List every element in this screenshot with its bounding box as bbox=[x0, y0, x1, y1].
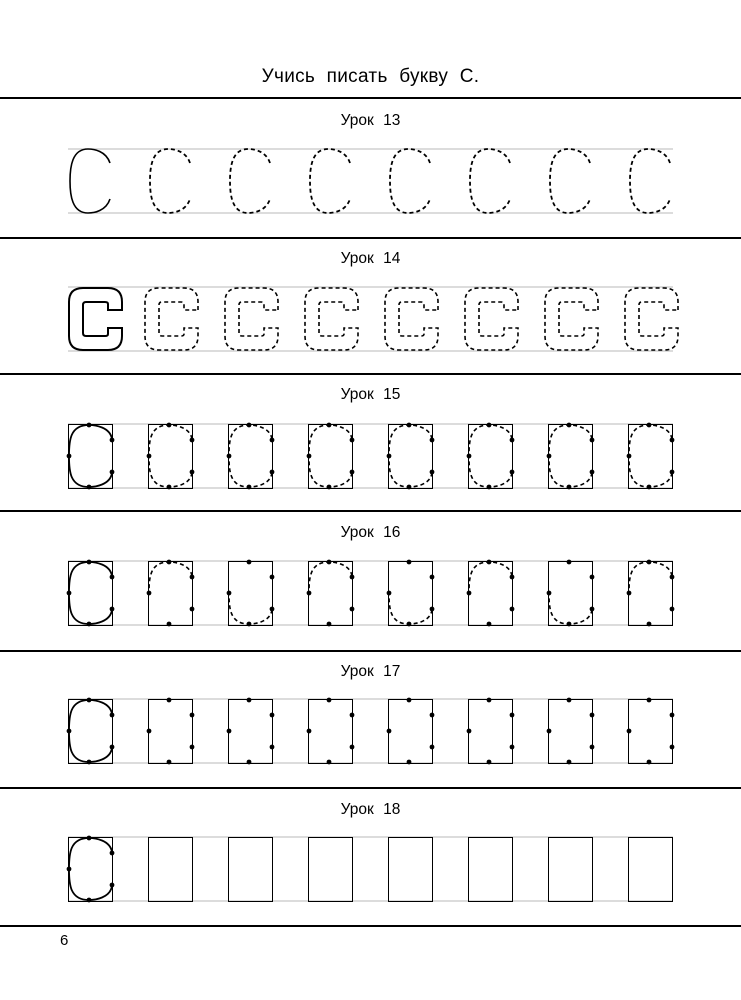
guide-dot bbox=[327, 560, 332, 565]
guide-dot bbox=[270, 607, 275, 612]
guide-dot bbox=[407, 423, 412, 428]
trace-letter bbox=[629, 562, 672, 624]
guide-dot bbox=[647, 698, 652, 703]
guide-dot bbox=[467, 729, 472, 734]
guide-dot bbox=[87, 898, 92, 903]
guide-dot bbox=[110, 883, 115, 888]
trace-letter bbox=[549, 562, 592, 624]
guide-dot bbox=[547, 454, 552, 459]
guide-dot bbox=[190, 745, 195, 750]
divider bbox=[0, 925, 741, 927]
letter-box bbox=[549, 838, 593, 902]
guide-dot bbox=[647, 622, 652, 627]
guide-dot bbox=[567, 698, 572, 703]
guide-dot bbox=[87, 560, 92, 565]
lesson-15-title: Урок 15 bbox=[340, 386, 401, 403]
guide-dot bbox=[487, 622, 492, 627]
guide-dot bbox=[510, 745, 515, 750]
guide-dot bbox=[307, 729, 312, 734]
guide-dot bbox=[487, 698, 492, 703]
guide-dot bbox=[510, 575, 515, 580]
guide-dot bbox=[247, 622, 252, 627]
sample-letter bbox=[69, 562, 112, 624]
guide-dot bbox=[467, 591, 472, 596]
letter-box bbox=[149, 562, 193, 626]
trace-letter bbox=[630, 149, 670, 213]
guide-dot bbox=[110, 575, 115, 580]
guide-dot bbox=[510, 713, 515, 718]
lesson-13-title: Урок 13 bbox=[340, 112, 401, 129]
trace-letter bbox=[469, 425, 512, 487]
guide-dot bbox=[350, 575, 355, 580]
guide-dot bbox=[327, 760, 332, 765]
lesson-14-title: Урок 14 bbox=[340, 250, 401, 267]
guide-dot bbox=[567, 560, 572, 565]
guide-dot bbox=[110, 851, 115, 856]
guide-dot bbox=[670, 607, 675, 612]
guide-dot bbox=[547, 729, 552, 734]
guide-dot bbox=[327, 698, 332, 703]
guide-dot bbox=[190, 470, 195, 475]
trace-letter bbox=[390, 149, 430, 213]
lesson-14-tracing-row bbox=[0, 278, 741, 363]
guide-dot bbox=[590, 713, 595, 718]
letter-box bbox=[549, 425, 593, 489]
letter-box bbox=[69, 838, 113, 902]
letter-box bbox=[629, 838, 673, 902]
guide-dot bbox=[110, 607, 115, 612]
letter-box bbox=[69, 562, 113, 626]
divider bbox=[0, 373, 741, 375]
lesson-17-title: Урок 17 bbox=[340, 663, 401, 680]
guide-dot bbox=[190, 713, 195, 718]
guide-dot bbox=[247, 760, 252, 765]
sample-letter bbox=[69, 288, 122, 350]
guide-dot bbox=[350, 470, 355, 475]
letter-box bbox=[389, 562, 433, 626]
guide-dot bbox=[407, 485, 412, 490]
guide-dot bbox=[167, 698, 172, 703]
guide-dot bbox=[87, 423, 92, 428]
guide-dot bbox=[350, 745, 355, 750]
guide-dot bbox=[430, 470, 435, 475]
lesson-16-title: Урок 16 bbox=[340, 524, 401, 541]
lesson-13-tracing-row bbox=[0, 140, 741, 225]
guide-dot bbox=[327, 423, 332, 428]
trace-letter bbox=[230, 149, 270, 213]
guide-dot bbox=[590, 607, 595, 612]
letter-box bbox=[309, 838, 353, 902]
letter-box bbox=[469, 562, 513, 626]
letter-box bbox=[389, 838, 433, 902]
guide-dot bbox=[467, 454, 472, 459]
guide-dot bbox=[110, 470, 115, 475]
lesson-18-tracing-row bbox=[0, 828, 741, 913]
guide-dot bbox=[67, 454, 72, 459]
page-title: Учись писать букву С. bbox=[261, 66, 480, 87]
guide-dot bbox=[487, 760, 492, 765]
guide-dot bbox=[270, 470, 275, 475]
divider bbox=[0, 97, 741, 99]
guide-dot bbox=[190, 607, 195, 612]
guide-dot bbox=[350, 438, 355, 443]
trace-letter bbox=[310, 149, 350, 213]
letter-box bbox=[309, 562, 353, 626]
guide-dot bbox=[567, 622, 572, 627]
guide-dot bbox=[350, 713, 355, 718]
guide-dot bbox=[670, 575, 675, 580]
guide-dot bbox=[547, 591, 552, 596]
trace-letter bbox=[469, 562, 512, 624]
guide-dot bbox=[647, 485, 652, 490]
guide-dot bbox=[590, 470, 595, 475]
guide-dot bbox=[670, 438, 675, 443]
letter-box bbox=[469, 425, 513, 489]
guide-dot bbox=[270, 438, 275, 443]
guide-dot bbox=[190, 438, 195, 443]
guide-dot bbox=[430, 438, 435, 443]
guide-dot bbox=[430, 713, 435, 718]
letter-box bbox=[549, 700, 593, 764]
letter-box bbox=[69, 425, 113, 489]
guide-dot bbox=[567, 423, 572, 428]
trace-letter bbox=[470, 149, 510, 213]
guide-dot bbox=[147, 729, 152, 734]
sample-letter bbox=[70, 149, 110, 213]
guide-dot bbox=[670, 470, 675, 475]
guide-dot bbox=[647, 423, 652, 428]
guide-dot bbox=[567, 485, 572, 490]
trace-letter bbox=[549, 425, 592, 487]
divider bbox=[0, 237, 741, 239]
guide-dot bbox=[67, 867, 72, 872]
guide-dot bbox=[67, 591, 72, 596]
guide-dot bbox=[147, 591, 152, 596]
guide-dot bbox=[407, 698, 412, 703]
guide-dot bbox=[110, 438, 115, 443]
guide-dot bbox=[327, 485, 332, 490]
trace-letter bbox=[145, 288, 198, 350]
guide-dot bbox=[87, 698, 92, 703]
guide-dot bbox=[590, 575, 595, 580]
letter-box bbox=[229, 425, 273, 489]
guide-dot bbox=[227, 454, 232, 459]
lesson-16-tracing-row bbox=[0, 552, 741, 637]
guide-dot bbox=[647, 560, 652, 565]
letter-box bbox=[229, 562, 273, 626]
guide-dot bbox=[387, 729, 392, 734]
guide-dot bbox=[647, 760, 652, 765]
guide-dot bbox=[670, 713, 675, 718]
trace-letter bbox=[225, 288, 278, 350]
trace-letter bbox=[550, 149, 590, 213]
guide-dot bbox=[567, 760, 572, 765]
lesson-18-title: Урок 18 bbox=[340, 801, 401, 818]
guide-dot bbox=[430, 607, 435, 612]
guide-dot bbox=[510, 470, 515, 475]
guide-dot bbox=[87, 485, 92, 490]
guide-dot bbox=[627, 454, 632, 459]
guide-dot bbox=[167, 423, 172, 428]
guide-dot bbox=[110, 745, 115, 750]
divider bbox=[0, 510, 741, 512]
guide-dot bbox=[167, 485, 172, 490]
letter-box bbox=[469, 838, 513, 902]
trace-letter bbox=[229, 562, 272, 624]
guide-dot bbox=[430, 745, 435, 750]
guide-dot bbox=[247, 698, 252, 703]
guide-dot bbox=[487, 423, 492, 428]
guide-dot bbox=[247, 560, 252, 565]
sample-letter bbox=[69, 425, 112, 487]
guide-dot bbox=[87, 622, 92, 627]
guide-dot bbox=[270, 713, 275, 718]
trace-letter bbox=[389, 562, 432, 624]
guide-dot bbox=[510, 607, 515, 612]
guide-dot bbox=[487, 485, 492, 490]
guide-dot bbox=[327, 622, 332, 627]
guide-dot bbox=[247, 423, 252, 428]
guide-dot bbox=[627, 591, 632, 596]
trace-letter bbox=[309, 562, 352, 624]
guide-dot bbox=[67, 729, 72, 734]
letter-box bbox=[149, 425, 193, 489]
guide-dot bbox=[407, 622, 412, 627]
trace-letter bbox=[465, 288, 518, 350]
sample-letter bbox=[69, 700, 112, 762]
trace-letter bbox=[149, 425, 192, 487]
guide-dot bbox=[350, 607, 355, 612]
letter-box bbox=[149, 838, 193, 902]
guide-dot bbox=[167, 760, 172, 765]
divider bbox=[0, 650, 741, 652]
letter-box bbox=[69, 700, 113, 764]
guide-dot bbox=[190, 575, 195, 580]
guide-dot bbox=[307, 454, 312, 459]
letter-box bbox=[149, 700, 193, 764]
trace-letter bbox=[545, 288, 598, 350]
guide-dot bbox=[270, 745, 275, 750]
letter-box bbox=[629, 562, 673, 626]
guide-dot bbox=[270, 575, 275, 580]
guide-dot bbox=[590, 745, 595, 750]
letter-box bbox=[309, 700, 353, 764]
guide-dot bbox=[227, 591, 232, 596]
letter-box bbox=[389, 700, 433, 764]
guide-dot bbox=[110, 713, 115, 718]
trace-letter bbox=[625, 288, 678, 350]
trace-letter bbox=[229, 425, 272, 487]
lesson-17-tracing-row bbox=[0, 690, 741, 775]
letter-box bbox=[469, 700, 513, 764]
letter-box bbox=[629, 425, 673, 489]
page-number: 6 bbox=[60, 932, 69, 949]
lesson-15-tracing-row bbox=[0, 415, 741, 500]
trace-letter bbox=[149, 562, 192, 624]
guide-dot bbox=[87, 760, 92, 765]
guide-dot bbox=[167, 622, 172, 627]
guide-dot bbox=[590, 438, 595, 443]
guide-dot bbox=[387, 591, 392, 596]
guide-dot bbox=[510, 438, 515, 443]
letter-box bbox=[229, 700, 273, 764]
letter-box bbox=[309, 425, 353, 489]
trace-letter bbox=[389, 425, 432, 487]
trace-letter bbox=[150, 149, 190, 213]
guide-dot bbox=[147, 454, 152, 459]
guide-dot bbox=[167, 560, 172, 565]
guide-dot bbox=[387, 454, 392, 459]
trace-letter bbox=[309, 425, 352, 487]
letter-box bbox=[549, 562, 593, 626]
guide-dot bbox=[407, 760, 412, 765]
trace-letter bbox=[385, 288, 438, 350]
guide-dot bbox=[430, 575, 435, 580]
guide-dot bbox=[407, 560, 412, 565]
guide-dot bbox=[227, 729, 232, 734]
letter-box bbox=[629, 700, 673, 764]
guide-dot bbox=[487, 560, 492, 565]
letter-box bbox=[389, 425, 433, 489]
guide-dot bbox=[247, 485, 252, 490]
divider bbox=[0, 787, 741, 789]
guide-dot bbox=[670, 745, 675, 750]
trace-letter bbox=[629, 425, 672, 487]
sample-letter bbox=[69, 838, 112, 900]
guide-dot bbox=[627, 729, 632, 734]
guide-dot bbox=[307, 591, 312, 596]
letter-box bbox=[229, 838, 273, 902]
trace-letter bbox=[305, 288, 358, 350]
guide-dot bbox=[87, 836, 92, 841]
